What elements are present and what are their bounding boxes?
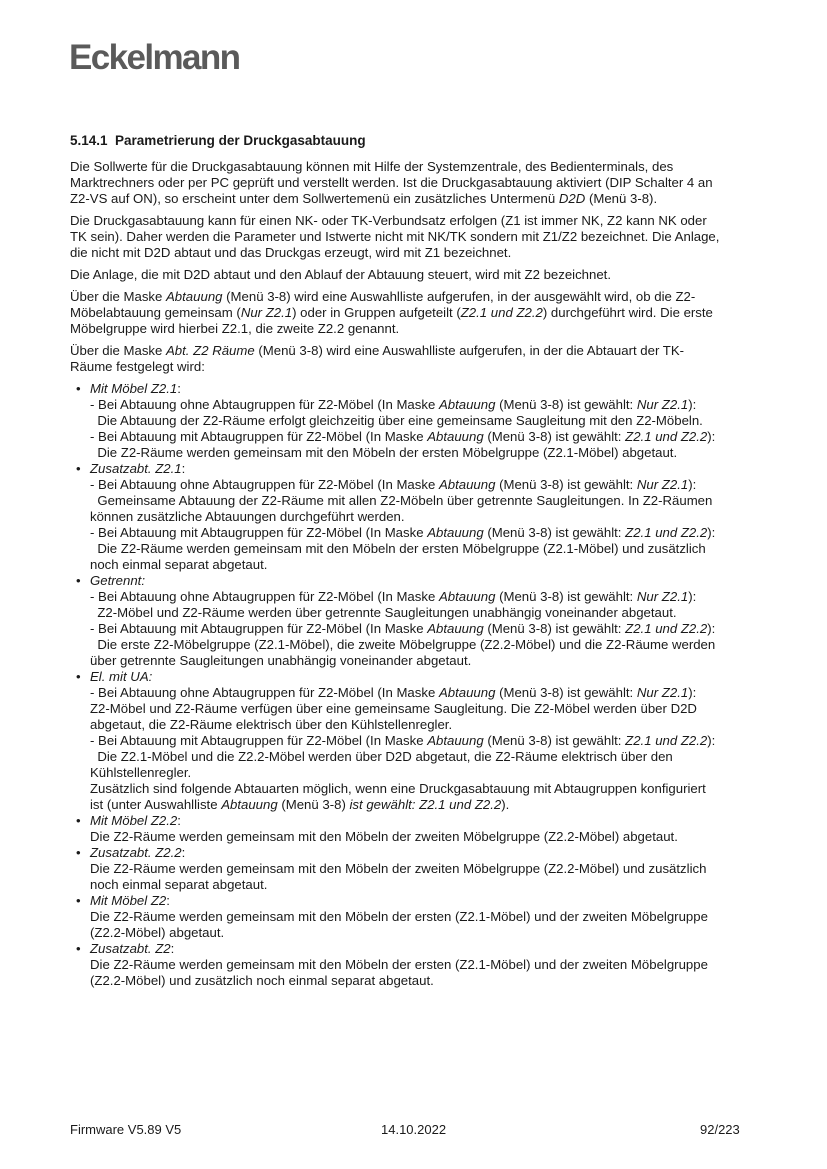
text-line (90, 493, 770, 509)
text-segment: Zusätzlich sind folgende Abtauarten möglich, wenn eine Druckgasabtauung mit Abtaugruppen konfiguriert (90, 781, 706, 796)
text-segment: - Bei Abtauung ohne Abtaugruppen für Z2-Möbel (In Maske (90, 397, 439, 412)
paragraph (70, 213, 770, 261)
text-segment: ist (unter Auswahlliste (90, 797, 222, 812)
text-line (70, 245, 770, 261)
text-segment: Gemeinsame Abtauung der Z2-Räume mit allen Z2-Möbeln über getrennte Saugleitungen. In Z2-Räumen (90, 493, 713, 508)
document-body (70, 159, 770, 989)
text-segment: ) durchgeführt wird. Die erste (542, 305, 713, 320)
text-segment: ): (688, 685, 697, 700)
text-line (90, 797, 770, 813)
text-segment: (Menü 3-8) ist gewählt: (483, 621, 626, 636)
text-line (90, 733, 770, 749)
list-item (70, 669, 770, 813)
text-segment: ): (707, 733, 716, 748)
text-line (90, 957, 770, 973)
text-line (90, 941, 770, 957)
text-line (90, 541, 770, 557)
emphasized-term: Abtauung (427, 429, 484, 444)
footer-firmware: Firmware V5.89 V5 (70, 1122, 182, 1137)
paragraph (70, 343, 770, 375)
text-line (70, 175, 770, 191)
emphasized-term: Abtauung (427, 733, 484, 748)
text-line (90, 589, 770, 605)
text-line (70, 305, 770, 321)
text-line (90, 397, 770, 413)
text-segment: können zusätzliche Abtauungen durchgeführt werden. (90, 509, 405, 524)
bullet-icon: • (76, 893, 81, 908)
text-segment: ): (688, 397, 697, 412)
section-heading: 5.14.1 Parametrierung der Druckgasabtauung (70, 133, 366, 148)
text-segment: ): (707, 429, 716, 444)
text-line (90, 685, 770, 701)
text-segment: : (170, 941, 175, 956)
list-item (70, 573, 770, 669)
emphasized-term: Mit Möbel Z2 (90, 893, 167, 908)
paragraph (70, 289, 770, 337)
emphasized-term: Nur Z2.1 (240, 305, 293, 320)
text-line (90, 701, 770, 717)
paragraph (70, 267, 770, 283)
text-line (90, 605, 770, 621)
text-line (90, 573, 770, 589)
bullet-icon: • (76, 573, 81, 588)
text-segment: - Bei Abtauung ohne Abtaugruppen für Z2-Möbel (In Maske (90, 477, 439, 492)
text-line (90, 653, 770, 669)
emphasized-term: Z2.1 und Z2.2 (625, 733, 708, 748)
emphasized-term: Nur Z2.1 (636, 397, 689, 412)
text-segment: Z2-Möbel und Z2-Räume werden über getrennte Saugleitungen unabhängig voneinander abgetaut. (90, 605, 677, 620)
text-segment: über getrennte Saugleitungen unabhängig voneinander abgetaut. (90, 653, 472, 668)
text-line (70, 343, 770, 359)
text-segment: (Menü 3-8) ist gewählt: (495, 477, 637, 492)
text-line (70, 159, 770, 175)
text-segment: Marktrechners oder per PC geprüft und verstellt werden. Ist die Druckgasabtauung aktiviert (DIP Schalter 4 an (70, 175, 713, 190)
text-segment: Z2-VS auf ON), so erscheint unter dem Sollwertemenü ein zusätzliches Untermenü (70, 191, 559, 206)
text-line (90, 909, 770, 925)
text-line (90, 637, 770, 653)
text-segment: (Menü 3-8) ist gewählt: (483, 525, 626, 540)
text-segment: Über die Maske (70, 343, 167, 358)
text-segment: ) oder in Gruppen aufgeteilt ( (292, 305, 461, 320)
text-segment: (Menü 3-8) ist gewählt: (483, 429, 626, 444)
text-segment: Die Z2-Räume werden gemeinsam mit den Möbeln der ersten (Z2.1-Möbel) und der zweiten Möbelgruppe (90, 909, 708, 924)
text-segment: ): (707, 621, 716, 636)
emphasized-term: Abtauung (221, 797, 278, 812)
text-line (90, 429, 770, 445)
text-segment: (Menü 3-8) ist gewählt: (483, 733, 626, 748)
list-item (70, 381, 770, 461)
text-line (90, 557, 770, 573)
text-segment: (Menü 3-8) wird eine Auswahlliste aufgerufen, in der ausgewählt wird, ob die Z2- (222, 289, 696, 304)
paragraph (70, 159, 770, 207)
text-segment: TK sein). Daher werden die Parameter und Istwerte nicht mit NK/TK sondern mit Z1/Z2 bezeichnet. Die Anlage, (70, 229, 720, 244)
emphasized-term: Zusatzabt. Z2.2 (90, 845, 182, 860)
text-line (70, 359, 770, 375)
text-segment: (Z2.2-Möbel) abgetaut. (90, 925, 225, 940)
text-segment: Räume festgelegt wird: (70, 359, 205, 374)
text-line (90, 525, 770, 541)
emphasized-term: Z2.1 und Z2.2 (625, 525, 708, 540)
bullet-icon: • (76, 941, 81, 956)
text-segment: (Menü 3-8). (585, 191, 658, 206)
text-segment: - Bei Abtauung ohne Abtaugruppen für Z2-Möbel (In Maske (90, 685, 439, 700)
defrost-mode-list (70, 381, 770, 989)
text-segment: (Menü 3-8) (277, 797, 350, 812)
text-segment: : (177, 813, 181, 828)
bullet-icon: • (76, 845, 81, 860)
text-line (90, 925, 770, 941)
text-segment: ): (688, 477, 697, 492)
text-segment: (Menü 3-8) ist gewählt: (495, 685, 637, 700)
emphasized-term: Nur Z2.1 (636, 685, 689, 700)
list-item (70, 893, 770, 941)
text-line (70, 267, 770, 283)
emphasized-term: Abtauung (166, 289, 223, 304)
text-segment: noch einmal separat abgetaut. (90, 557, 268, 572)
text-segment: Über die Maske (70, 289, 167, 304)
eckelmann-logo: Eckelmann (69, 38, 240, 77)
emphasized-term: Z2.1 und Z2.2 (625, 621, 708, 636)
text-segment: Kühlstellenregler. (90, 765, 192, 780)
text-line (70, 289, 770, 305)
emphasized-term: Getrennt: (90, 573, 145, 588)
text-segment: ): (688, 589, 697, 604)
emphasized-term: Abtauung (427, 525, 484, 540)
text-line (70, 229, 770, 245)
list-item (70, 813, 770, 845)
text-line (90, 781, 770, 797)
text-line (90, 669, 770, 685)
bullet-icon: • (76, 813, 81, 828)
text-segment: - Bei Abtauung mit Abtaugruppen für Z2-Möbel (In Maske (90, 621, 428, 636)
emphasized-term: ist gewählt: Z2.1 und Z2.2 (349, 797, 502, 812)
text-line (70, 213, 770, 229)
text-segment: : (166, 893, 170, 908)
text-line (90, 509, 770, 525)
text-line (90, 973, 770, 989)
text-line (90, 861, 770, 877)
intro-paragraphs (70, 159, 770, 375)
text-segment: Die Z2-Räume werden gemeinsam mit den Möbeln der ersten (Z2.1-Möbel) und der zweiten Möbelgruppe (90, 957, 708, 972)
emphasized-term: Nur Z2.1 (636, 589, 689, 604)
text-segment: noch einmal separat abgetaut. (90, 877, 268, 892)
text-segment: ). (501, 797, 510, 812)
text-segment: Möbelabtauung gemeinsam ( (70, 305, 241, 320)
bullet-icon: • (76, 669, 81, 684)
text-line (90, 717, 770, 733)
text-line (70, 321, 770, 337)
text-line (90, 893, 770, 909)
emphasized-term: D2D (558, 191, 586, 206)
text-segment: Z2-Möbel und Z2-Räume verfügen über eine gemeinsame Saugleitung. Die Z2-Möbel werden über D2D (90, 701, 697, 716)
emphasized-term: Mit Möbel Z2.2 (90, 813, 178, 828)
emphasized-term: Abtauung (438, 589, 496, 604)
emphasized-term: Z2.1 und Z2.2 (460, 305, 543, 320)
text-segment: abgetaut, die Z2-Räume elektrisch über den Kühlstellenregler. (90, 717, 453, 732)
text-segment: Die Sollwerte für die Druckgasabtauung können mit Hilfe der Systemzentrale, des Bedienterminals, des (70, 159, 674, 174)
emphasized-term: Abtauung (438, 685, 496, 700)
text-line (90, 813, 770, 829)
text-segment: Die Z2.1-Möbel und die Z2.2-Möbel werden über D2D abgetaut, die Z2-Räume elektrisch über den (90, 749, 673, 764)
text-segment: Die Abtauung der Z2-Räume erfolgt gleichzeitig über eine gemeinsame Saugleitung mit den Z2-Möbeln. (90, 413, 703, 428)
text-segment: : (181, 845, 186, 860)
text-segment: Die Z2-Räume werden gemeinsam mit den Möbeln der ersten Möbelgruppe (Z2.1-Möbel) und zusätzlich (90, 541, 706, 556)
text-segment: (Menü 3-8) ist gewählt: (495, 589, 637, 604)
emphasized-term: El. mit UA: (90, 669, 153, 684)
text-line (90, 877, 770, 893)
list-item (70, 461, 770, 573)
text-line (90, 381, 770, 397)
text-line (90, 477, 770, 493)
emphasized-term: Mit Möbel Z2.1 (90, 381, 178, 396)
emphasized-term: Nur Z2.1 (636, 477, 689, 492)
text-segment: (Menü 3-8) wird eine Auswahlliste aufgerufen, in der die Abtauart der TK- (254, 343, 685, 358)
emphasized-term: Abtauung (438, 477, 496, 492)
text-line (90, 845, 770, 861)
bullet-icon: • (76, 461, 81, 476)
text-segment: Die Anlage, die mit D2D abtaut und den Ablauf der Abtauung steuert, wird mit Z2 bezeichnet. (70, 267, 612, 282)
emphasized-term: Zusatzabt. Z2.1 (90, 461, 182, 476)
text-segment: - Bei Abtauung mit Abtaugruppen für Z2-Möbel (In Maske (90, 733, 428, 748)
text-line (90, 413, 770, 429)
footer-page-number: 92/223 (700, 1122, 740, 1137)
emphasized-term: Abtauung (427, 621, 484, 636)
text-segment: Die erste Z2-Möbelgruppe (Z2.1-Möbel), die zweite Möbelgruppe (Z2.2-Möbel) und die Z2-Räume werden (90, 637, 716, 652)
text-segment: Die Druckgasabtauung kann für einen NK- oder TK-Verbundsatz erfolgen (Z1 ist immer NK, Z2 kann NK oder (70, 213, 707, 228)
text-segment: (Menü 3-8) ist gewählt: (495, 397, 637, 412)
text-segment: die nicht mit D2D abtaut und das Druckgas erzeugt, wird mit Z1 bezeichnet. (70, 245, 512, 260)
list-item (70, 845, 770, 893)
text-segment: Die Z2-Räume werden gemeinsam mit den Möbeln der zweiten Möbelgruppe (Z2.2-Möbel) und zusätzlich (90, 861, 707, 876)
text-line (90, 765, 770, 781)
text-segment: Die Z2-Räume werden gemeinsam mit den Möbeln der ersten Möbelgruppe (Z2.1-Möbel) abgetaut. (90, 445, 678, 460)
text-segment: Möbelgruppe wird hierbei Z2.1, die zweite Z2.2 genannt. (70, 321, 400, 336)
text-line (90, 461, 770, 477)
emphasized-term: Zusatzabt. Z2 (90, 941, 171, 956)
text-line (90, 445, 770, 461)
bullet-icon: • (76, 381, 81, 396)
text-segment: - Bei Abtauung ohne Abtaugruppen für Z2-Möbel (In Maske (90, 589, 439, 604)
text-line (90, 749, 770, 765)
list-item (70, 941, 770, 989)
footer-date: 14.10.2022 (381, 1122, 447, 1137)
text-segment: Die Z2-Räume werden gemeinsam mit den Möbeln der zweiten Möbelgruppe (Z2.2-Möbel) abgetaut. (90, 829, 678, 844)
emphasized-term: Abt. Z2 Räume (166, 343, 255, 358)
text-line (90, 829, 770, 845)
text-segment: (Z2.2-Möbel) und zusätzlich noch einmal separat abgetaut. (90, 973, 434, 988)
emphasized-term: Z2.1 und Z2.2 (625, 429, 708, 444)
text-segment: : (181, 461, 186, 476)
text-segment: ): (707, 525, 716, 540)
text-line (90, 621, 770, 637)
text-segment: - Bei Abtauung mit Abtaugruppen für Z2-Möbel (In Maske (90, 525, 428, 540)
text-line (70, 191, 770, 207)
emphasized-term: Abtauung (438, 397, 496, 412)
text-segment: : (177, 381, 181, 396)
text-segment: - Bei Abtauung mit Abtaugruppen für Z2-Möbel (In Maske (90, 429, 428, 444)
